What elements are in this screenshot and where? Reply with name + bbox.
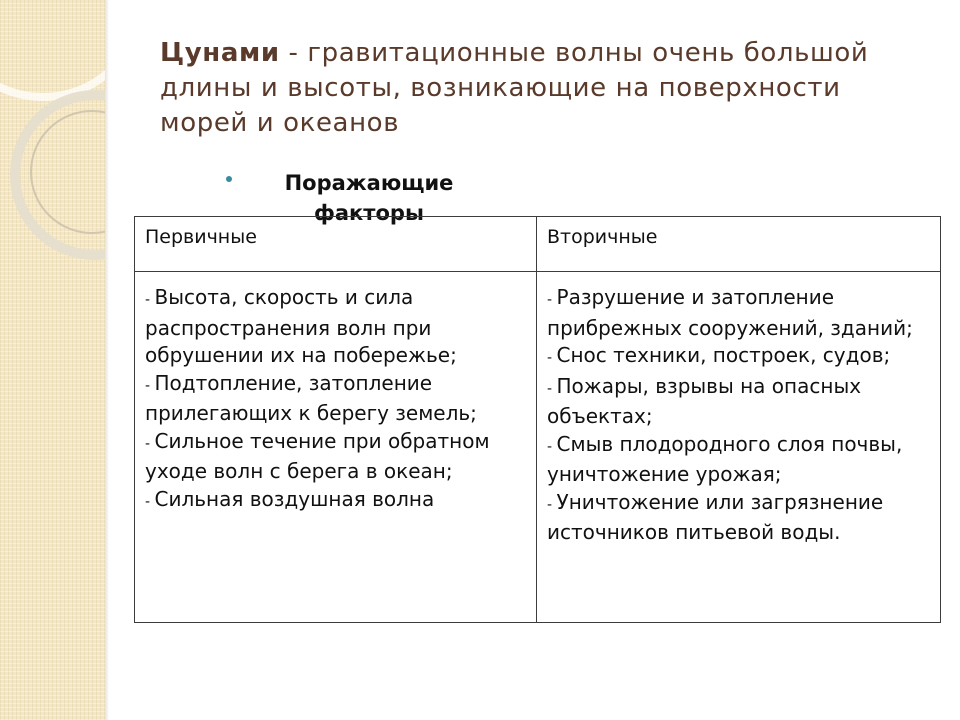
side-strip-shadow bbox=[105, 0, 109, 720]
table-header-row bbox=[135, 217, 941, 272]
primary-item-text: Подтопление, затопление прилегающих к берегу земель; bbox=[145, 370, 477, 425]
list-item: - Высота, скорость и сила распространения волн при обрушении их на побережье; bbox=[145, 285, 457, 367]
bullet-text: Поражающие факторы bbox=[284, 171, 454, 225]
list-item: - Уничтожение или загрязнение источников питьевой воды. bbox=[547, 489, 884, 544]
header-secondary: Вторичные bbox=[537, 217, 941, 272]
secondary-item-text: Разрушение и затопление прибрежных сооружений, зданий; bbox=[547, 285, 913, 340]
primary-item-text: Сильное течение при обратном уходе волн с берега в океан; bbox=[145, 428, 490, 483]
secondary-item-text: Уничтожение или загрязнение источников питьевой воды. bbox=[547, 489, 884, 544]
secondary-item-text: Пожары, взрывы на опасных объектах; bbox=[547, 373, 862, 428]
title-term: Цунами bbox=[160, 38, 280, 68]
secondary-factors-cell bbox=[537, 272, 941, 623]
decorative-ring bbox=[0, 0, 105, 101]
secondary-item-text: Смыв плодородного слоя почвы, уничтожение урожая; bbox=[547, 431, 903, 486]
bullet-dot-icon bbox=[226, 176, 232, 182]
factors-table bbox=[134, 216, 941, 623]
title-definition: гравитационные волны очень большой длины и высоты, возникающие на поверхности морей и океанов bbox=[160, 38, 869, 138]
list-item: - Сильная воздушная волна bbox=[145, 486, 435, 511]
list-item: - Сильное течение при обратном уходе волн с берега в океан; bbox=[145, 428, 490, 483]
list-item: - Разрушение и затопление прибрежных сооружений, зданий; bbox=[547, 285, 913, 340]
list-item: - Смыв плодородного слоя почвы, уничтожение урожая; bbox=[547, 431, 903, 486]
primary-factors-cell bbox=[135, 272, 537, 623]
primary-item-text: Сильная воздушная волна bbox=[154, 486, 435, 511]
list-item: - Снос техники, построек, судов; bbox=[547, 343, 891, 367]
table-row bbox=[135, 272, 941, 623]
decorative-side-strip bbox=[0, 0, 105, 720]
slide-title bbox=[160, 36, 920, 141]
secondary-item-text: Снос техники, построек, судов; bbox=[556, 343, 891, 367]
list-item: - Пожары, взрывы на опасных объектах; bbox=[547, 373, 862, 428]
primary-item-text: Высота, скорость и сила распространения волн при обрушении их на побережье; bbox=[145, 285, 457, 367]
header-primary: Первичные bbox=[135, 217, 537, 272]
title-separator: - bbox=[279, 38, 308, 68]
list-item: - Подтопление, затопление прилегающих к берегу земель; bbox=[145, 370, 477, 425]
